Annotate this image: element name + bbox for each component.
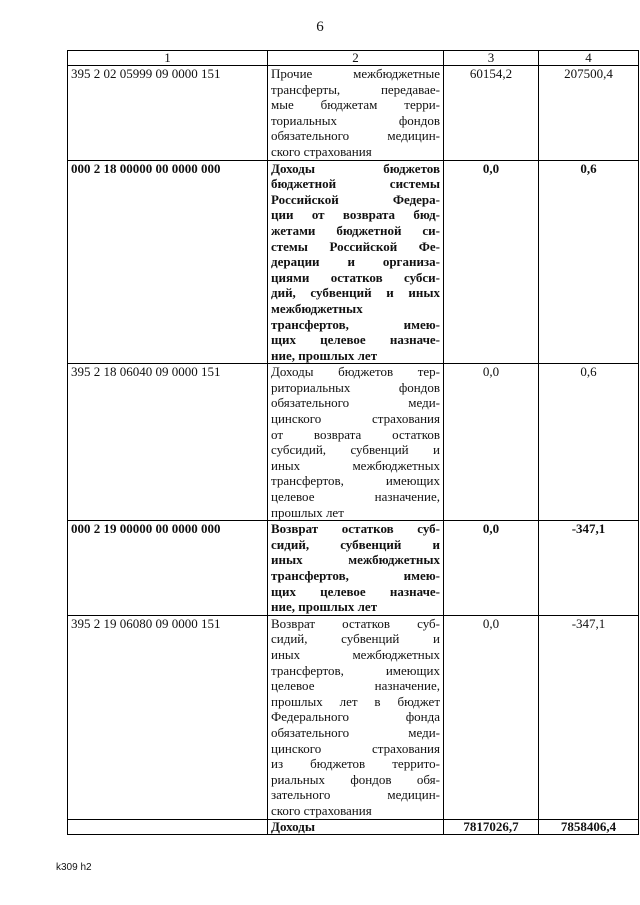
description-line: сидий, субвенций и	[271, 536, 440, 552]
total-row	[68, 819, 639, 834]
amount-col-3: 0,0	[444, 364, 539, 521]
amount-col-4: 207500,4	[539, 66, 639, 161]
description-line: ние, прошлых лет	[271, 599, 378, 615]
description-line: обязательного медицин-	[271, 128, 440, 144]
description-line: сидий, субвенций и	[271, 631, 440, 647]
description-line: обязательного меди-	[271, 395, 440, 411]
description-line: щих целевое назначе-	[271, 332, 440, 348]
description-line: Федерального фонда	[271, 709, 440, 725]
header-col-1: 1	[68, 51, 268, 66]
description-line: Российской Федера-	[271, 191, 440, 207]
description-line: цинского страхования	[271, 411, 440, 427]
income-description	[268, 364, 444, 521]
description-line: ции от возврата бюд-	[271, 207, 440, 223]
amount-col-4: -347,1	[539, 521, 639, 616]
income-description	[268, 521, 444, 616]
description-line: Доходы бюджетов	[271, 160, 440, 176]
budget-income-table	[67, 50, 639, 835]
income-description	[268, 160, 444, 364]
description-line: риальных фондов обя-	[271, 771, 440, 787]
description-line: трансфертов, имеющих	[271, 473, 440, 489]
description-line: от возврата остатков	[271, 426, 440, 442]
description-line: прошлых лет в бюджет	[271, 693, 440, 709]
footer-stamp: k309 h2	[56, 862, 92, 873]
description-line: Возврат остатков суб-	[271, 615, 440, 631]
table-row	[68, 521, 639, 616]
table-row	[68, 615, 639, 819]
income-description	[268, 66, 444, 161]
description-line: дерации и организа-	[271, 254, 440, 270]
header-col-2: 2	[268, 51, 444, 66]
description-line: иных межбюджетных	[271, 646, 440, 662]
description-line: целевое назначение,	[271, 678, 440, 694]
description-line: трансфертов, имеющих	[271, 662, 440, 678]
budget-code: 395 2 02 05999 09 0000 151	[68, 66, 268, 161]
amount-col-4: 0,6	[539, 160, 639, 364]
description-line: бюджетной системы	[271, 176, 440, 192]
description-line: целевое назначение,	[271, 489, 440, 505]
description-line: иных межбюджетных	[271, 552, 440, 568]
description-line: Прочие межбюджетные	[271, 66, 440, 81]
description-line: дий, субвенций и иных	[271, 285, 440, 301]
amount-col-4: 0,6	[539, 364, 639, 521]
description-line: межбюджетных	[271, 300, 363, 316]
table-row	[68, 364, 639, 521]
description-line: ние, прошлых лет	[271, 347, 378, 363]
description-line: Доходы бюджетов тер-	[271, 364, 440, 380]
amount-col-3: 60154,2	[444, 66, 539, 161]
description-line: ского страхования	[271, 143, 372, 159]
description-line: стемы Российской Фе-	[271, 238, 440, 254]
description-line: трансфертов, имею-	[271, 568, 440, 583]
description-line: иных межбюджетных	[271, 457, 440, 473]
total-label: Доходы	[268, 819, 444, 834]
table-header-row	[68, 51, 639, 66]
table-row	[68, 160, 639, 364]
description-line: щих целевое назначе-	[271, 583, 440, 599]
header-col-4: 4	[539, 51, 639, 66]
description-line: обязательного меди-	[271, 724, 440, 740]
budget-code: 000 2 18 00000 00 0000 000	[68, 160, 268, 364]
amount-col-3: 0,0	[444, 615, 539, 819]
description-line: ториальных фондов	[271, 112, 440, 128]
total-col-4: 7858406,4	[539, 819, 639, 834]
table-row	[68, 66, 639, 161]
amount-col-3: 0,0	[444, 521, 539, 616]
budget-code: 395 2 18 06040 09 0000 151	[68, 364, 268, 521]
description-line: цинского страхования	[271, 740, 440, 756]
description-line: ского страхования	[271, 802, 372, 818]
description-line: трансфертов, имею-	[271, 316, 440, 332]
total-col-3: 7817026,7	[444, 819, 539, 834]
description-line: субсидий, субвенций и	[271, 442, 440, 458]
header-col-3: 3	[444, 51, 539, 66]
description-line: циями остатков субси-	[271, 269, 440, 285]
income-description	[268, 615, 444, 819]
total-code-cell	[68, 819, 268, 834]
description-line: мые бюджетам терри-	[271, 97, 440, 113]
description-line: жетами бюджетной си-	[271, 222, 440, 238]
amount-col-4: -347,1	[539, 615, 639, 819]
amount-col-3: 0,0	[444, 160, 539, 364]
description-line: трансферты, передавае-	[271, 81, 440, 97]
description-line: Возврат остатков суб-	[271, 521, 440, 537]
description-line: прошлых лет	[271, 504, 344, 520]
budget-code: 000 2 19 00000 00 0000 000	[68, 521, 268, 616]
description-line: из бюджетов террито-	[271, 756, 440, 772]
page-number: 6	[316, 19, 324, 35]
budget-code: 395 2 19 06080 09 0000 151	[68, 615, 268, 819]
description-line: риториальных фондов	[271, 379, 440, 395]
description-line: зательного медицин-	[271, 787, 440, 803]
